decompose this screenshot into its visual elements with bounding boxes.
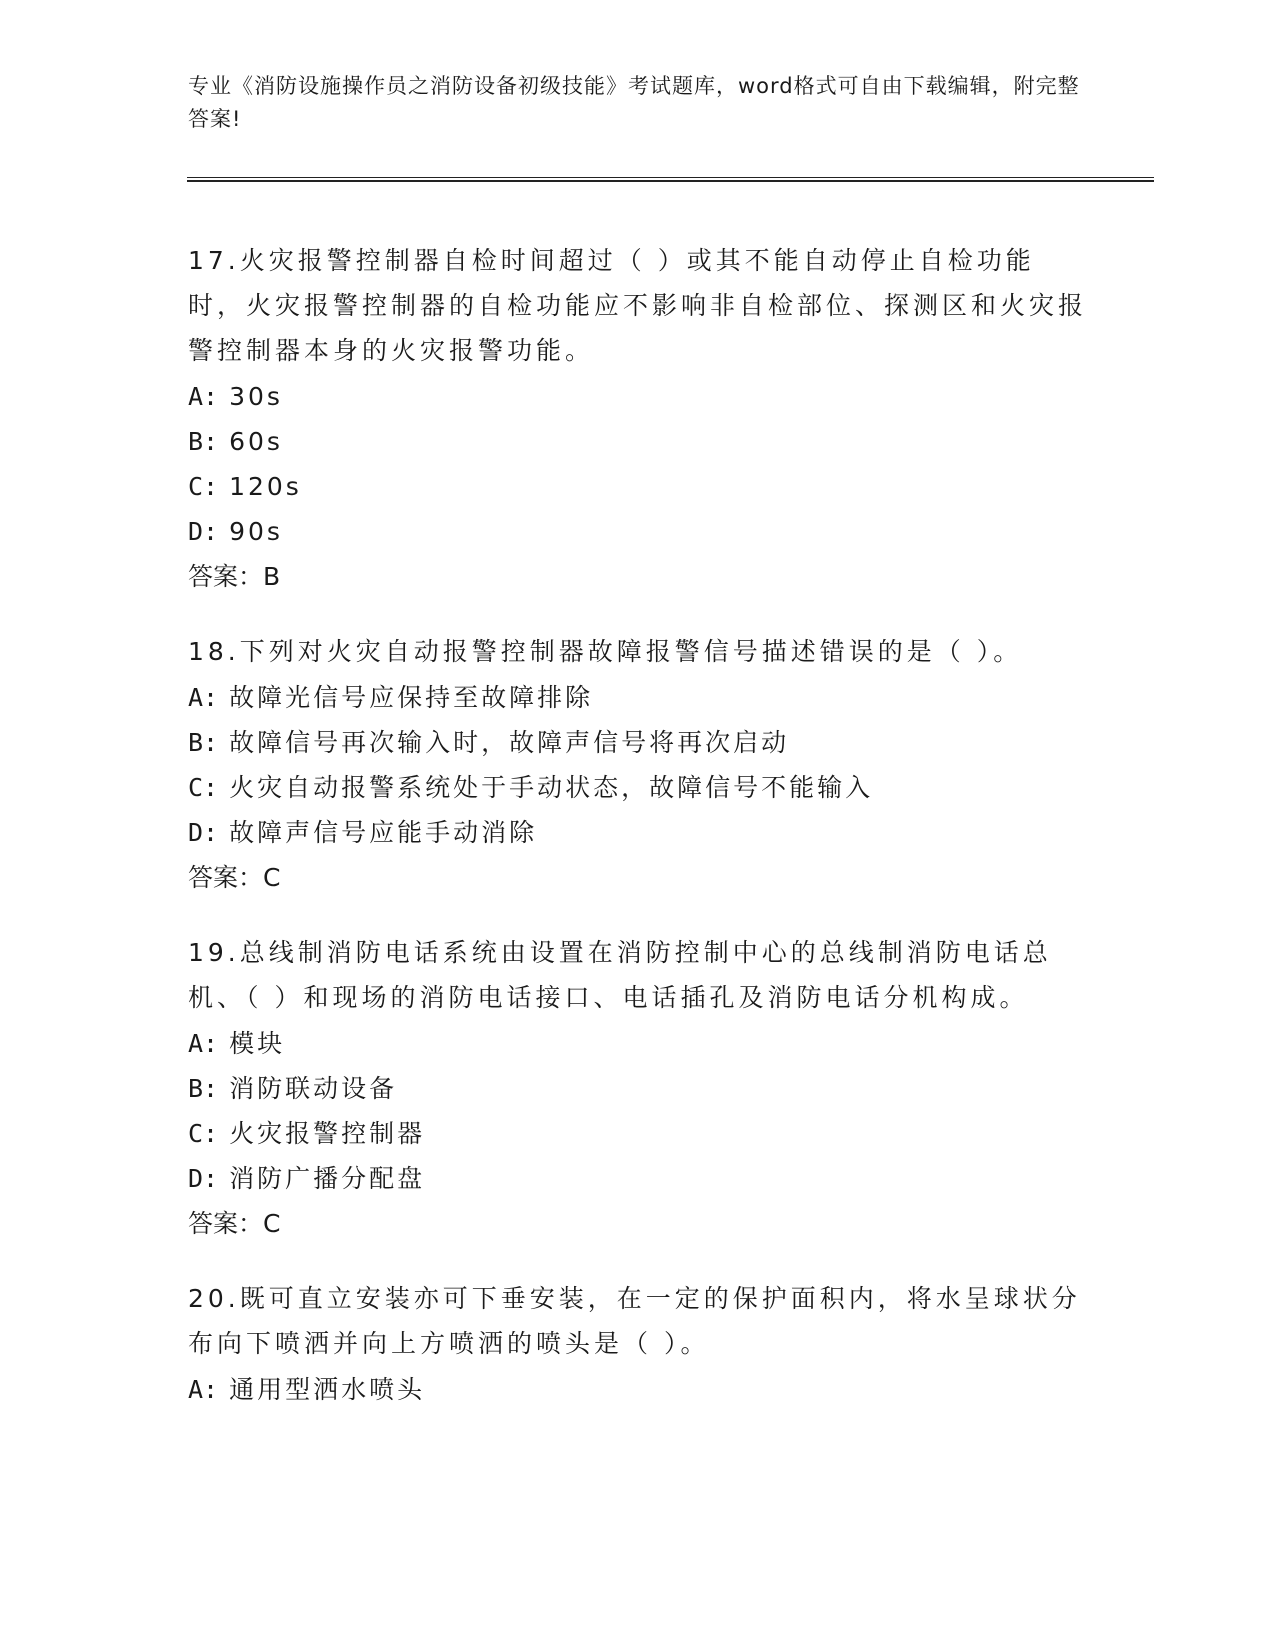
option-letter: C: [188, 773, 219, 802]
page-header-text: 专业《消防设施操作员之消防设备初级技能》考试题库，word格式可自由下载编辑，附完整答案! [188, 74, 1080, 131]
question-list [188, 238, 1088, 1442]
option-letter: D: [188, 818, 219, 847]
option-text: 火灾报警控制器 [229, 1119, 426, 1148]
option-text: 故障光信号应保持至故障排除 [229, 683, 594, 712]
option-text: 60s [229, 427, 283, 456]
answer-value: B [263, 562, 281, 591]
option-text: 消防广播分配盘 [229, 1164, 426, 1193]
question-17 [188, 238, 1088, 599]
option-a [188, 1367, 1088, 1412]
option-letter: C: [188, 472, 219, 501]
header-divider-thin [187, 177, 1154, 178]
option-text: 通用型洒水喷头 [229, 1375, 426, 1404]
option-letter: A: [188, 1029, 219, 1058]
answer-line [188, 554, 1088, 599]
option-text: 故障声信号应能手动消除 [229, 818, 538, 847]
option-c [188, 1111, 1088, 1156]
option-text: 30s [229, 382, 283, 411]
answer-label: 答案： [188, 1209, 264, 1238]
option-d [188, 810, 1088, 855]
option-d [188, 509, 1088, 554]
option-text: 90s [229, 517, 283, 546]
option-a [188, 1021, 1088, 1066]
question-18 [188, 629, 1088, 900]
header-divider-thick [187, 180, 1154, 182]
question-stem: 20.既可直立安装亦可下垂安装，在一定的保护面积内，将水呈球状分布向下喷洒并向上方喷洒的喷头是（ ）。 [188, 1284, 1081, 1358]
answer-value: C [263, 1209, 281, 1238]
option-letter: A: [188, 683, 219, 712]
option-text: 120s [229, 472, 302, 501]
question-19 [188, 930, 1088, 1246]
option-letter: B: [188, 728, 219, 757]
answer-line [188, 855, 1088, 900]
option-letter: C: [188, 1119, 219, 1148]
answer-label: 答案： [188, 863, 264, 892]
question-stem: 18.下列对火灾自动报警控制器故障报警信号描述错误的是（ ）。 [188, 637, 1023, 666]
option-text: 模块 [229, 1029, 286, 1058]
answer-label: 答案： [188, 562, 264, 591]
option-a [188, 675, 1088, 720]
option-text: 火灾自动报警系统处于手动状态，故障信号不能输入 [229, 773, 874, 802]
option-letter: D: [188, 517, 219, 546]
option-text: 故障信号再次输入时，故障声信号将再次启动 [229, 728, 790, 757]
option-text: 消防联动设备 [229, 1074, 398, 1103]
question-stem: 17.火灾报警控制器自检时间超过（ ）或其不能自动停止自检功能时，火灾报警控制器的自检功能应不影响非自检部位、探测区和火灾报警控制器本身的火灾报警功能。 [188, 246, 1088, 365]
option-b [188, 1066, 1088, 1111]
option-d [188, 1156, 1088, 1201]
answer-line [188, 1201, 1088, 1246]
option-b [188, 720, 1088, 765]
question-stem: 19.总线制消防电话系统由设置在消防控制中心的总线制消防电话总机、（ ）和现场的消防电话接口、电话插孔及消防电话分机构成。 [188, 938, 1052, 1012]
option-a [188, 374, 1088, 419]
option-letter: B: [188, 1074, 219, 1103]
option-letter: A: [188, 382, 219, 411]
option-letter: B: [188, 427, 219, 456]
option-letter: A: [188, 1375, 219, 1404]
option-c [188, 464, 1088, 509]
option-b [188, 419, 1088, 464]
question-20 [188, 1276, 1088, 1412]
answer-value: C [263, 863, 281, 892]
option-c [188, 765, 1088, 810]
option-letter: D: [188, 1164, 219, 1193]
